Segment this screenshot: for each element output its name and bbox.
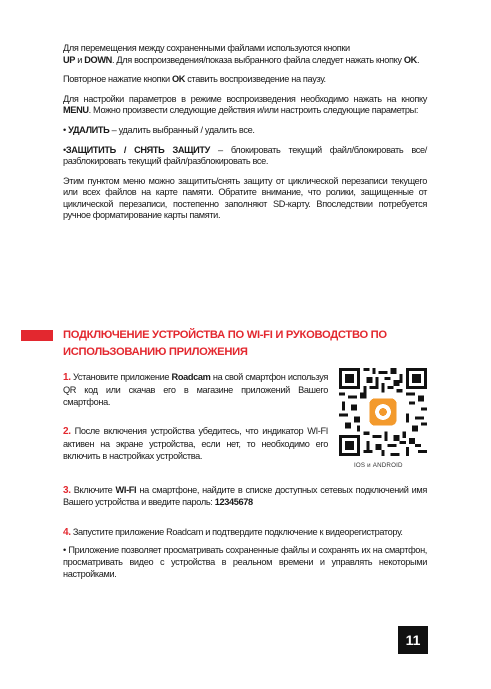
bullet-app-features: • Приложение позволяет просматривать сохраненные файлы и сохранять их на смартфон, просматривать видео с устройства в реальном времени и управлять некоторыми настройками.	[63, 545, 427, 579]
step-3: 3. Включите WI-FI на смартфоне, найдите в списке доступных сетевых подключений имя Вашего устройства и введите пароль: 12345678	[63, 485, 427, 507]
section-marker	[21, 330, 53, 341]
section-heading: ПОДКЛЮЧЕНИЕ УСТРОЙСТВА ПО WI-FI И РУКОВОДСТВО ПО ИСПОЛЬЗОВАНИЮ ПРИЛОЖЕНИЯ	[63, 329, 387, 358]
step-4: 4. Запустите приложение Roadcam и подтвердите подключение к видеорегистратору.	[63, 527, 403, 538]
qr-code	[339, 368, 427, 456]
paragraph-menu: Для настройки параметров в режиме воспроизведения необходимо нажать на кнопку MENU. Можно произвести следующие действия и/или настроить следующие параметры:	[63, 93, 427, 116]
paragraph-protect-note: Этим пунктом меню можно защитить/снять защиту от циклической перезаписи текущего или всех файлов на карте памяти. Обратите внимание, что ролики, защищенные от циклической перезаписи, постепенно заполняют SD-карту. Впоследствии потребуется ручное форматирование карты памяти.	[63, 175, 427, 221]
qr-caption: IOS и ANDROID	[354, 462, 403, 469]
paragraph-pause: Повторное нажатие кнопки OK ставить воспроизведение на паузу.	[63, 74, 326, 85]
bullet-delete: • УДАЛИТЬ – удалить выбранный / удалить все.	[63, 125, 255, 136]
bullet-protect: •ЗАЩИТИТЬ / СНЯТЬ ЗАЩИТУ – блокировать текущий файл/блокировать все/ разблокировать текущий файл/разблокировать все.	[63, 144, 427, 167]
page-number: 11	[398, 626, 428, 654]
step-1: 1. Установите приложение Roadcam на свой смартфон используя QR код или скачав его в магазине приложений Вашего смартфона.	[63, 372, 328, 408]
step-2: 2. После включения устройства убедитесь, что индикатор WI-FI активен на экране устройства, если нет, то необходимо его включить в настройках устройства.	[63, 426, 328, 462]
paragraph-navigation: Для перемещения между сохраненными файлами используются кнопки UP и DOWN. Для воспроизведения/показа выбранного файла следует нажать кнопку OK.	[63, 43, 420, 65]
playback-instructions	[63, 43, 427, 230]
